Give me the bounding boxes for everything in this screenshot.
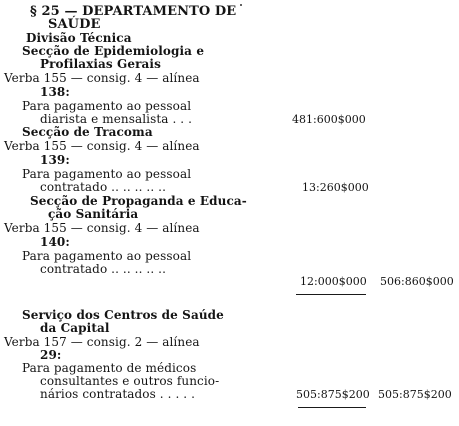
subsection-heading-cont: da Capital [40,321,110,335]
total-rule [298,407,366,408]
verba-line: Verba 155 — consig. 4 — alínea [4,221,200,235]
entry-amount: 505:875$200 [296,388,370,401]
entry-amount: 13:260$000 [302,181,369,194]
alinea-number: 139: [40,153,70,167]
subsection-heading-cont: Profilaxias Gerais [40,57,161,71]
alinea-number: 140: [40,235,70,249]
entry-text: consultantes e outros funcio- [40,374,220,388]
entry-text: contratado .. .. .. .. .. [40,180,166,194]
subsection-heading: Serviço dos Centros de Saúde [22,308,224,322]
section-heading: § 25 — DEPARTAMENTO DE [30,4,237,19]
division-heading: Divisão Técnica [26,31,132,45]
verba-line: Verba 155 — consig. 4 — alínea [4,139,200,153]
alinea-number: 29: [40,348,62,362]
subsection-heading-cont: ção Sanitária [48,207,139,221]
entry-text: Para pagamento de médicos [22,361,197,375]
entry-amount: 481:600$000 [292,113,366,126]
entry-amount: 12:000$000 [300,275,367,288]
entry-text: Para pagamento ao pessoal [22,249,192,263]
subsection-heading: Secção de Propaganda e Educa- [30,194,247,208]
section-heading-cont: SAÚDE [48,17,101,32]
print-speck [240,4,242,6]
entry-text: contratado .. .. .. .. .. [40,262,166,276]
subsection-heading: Secção de Epidemiologia e [22,44,205,58]
total-rule [296,294,366,295]
verba-line: Verba 157 — consig. 2 — alínea [4,335,200,349]
entry-text: Para pagamento ao pessoal [22,99,192,113]
subsection-heading: Secção de Tracoma [22,125,153,139]
entry-text: nários contratados . . . . . [40,387,196,401]
entry-text: Para pagamento ao pessoal [22,167,192,181]
alinea-number: 138: [40,85,70,99]
section-total: 506:860$000 [380,275,454,288]
section-total: 505:875$200 [378,388,452,401]
verba-line: Verba 155 — consig. 4 — alínea [4,71,200,85]
entry-text: diarista e mensalista . . . [40,112,193,126]
